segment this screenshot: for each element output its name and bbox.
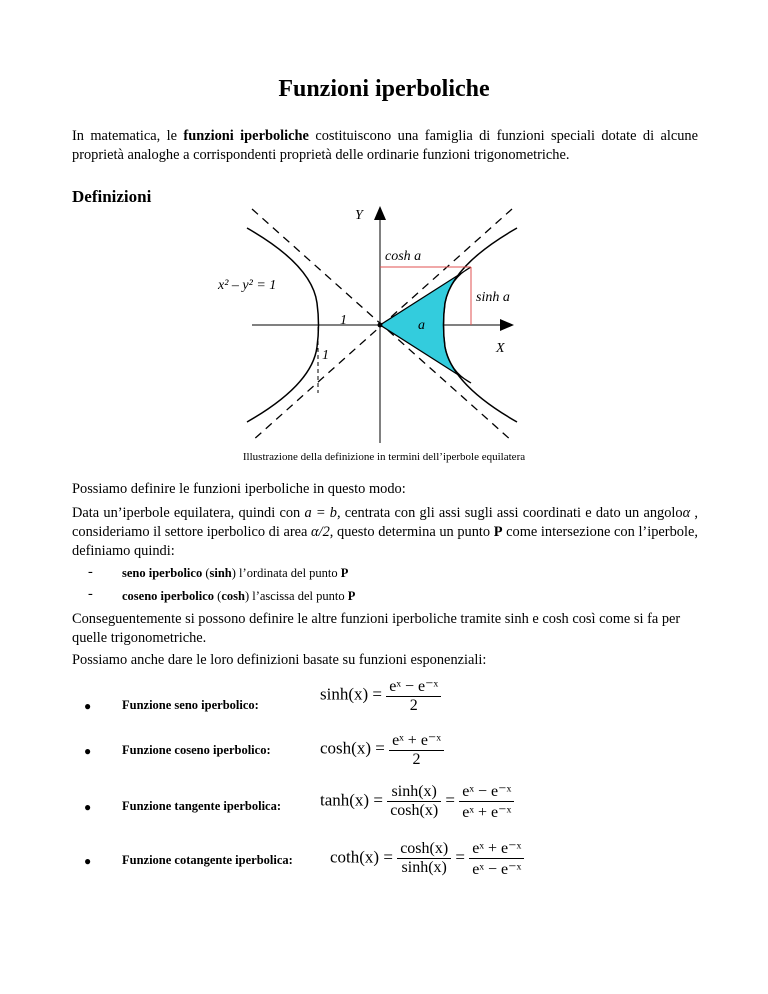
fraction <box>397 840 451 877</box>
equals-sign: = <box>455 847 466 867</box>
intro-text: In matematica, le <box>72 128 184 144</box>
bullet-dot: ● <box>84 744 92 758</box>
p2-text-2: , centrata con gli assi sugli assi coordinati e dato un angolo <box>336 505 683 521</box>
bullet-point: P <box>347 589 356 603</box>
fraction-denominator: sinh(x) <box>397 858 451 877</box>
fraction-numerator: sinh(x) <box>391 783 437 800</box>
intro-text-rest: costituiscono una famiglia di funzioni speciali dotate di alcune proprietà analoghe a corrispondenti proprietà delle ordinarie funzioni trigonometriche. <box>72 128 698 163</box>
equals-sign: = <box>445 790 456 810</box>
y-axis-label: Y <box>355 208 363 223</box>
bullet-term: coseno iperbolico <box>122 589 215 603</box>
fraction-numerator: eˣ + e⁻ˣ <box>392 732 441 749</box>
fraction <box>459 781 514 822</box>
y-axis-arrow <box>374 206 386 220</box>
paragraph-1: Possiamo definire le funzioni iperboliche in questo modo: <box>72 481 406 497</box>
fraction <box>387 783 441 820</box>
bullet-dot: ● <box>84 800 92 814</box>
hyperbola-figure <box>212 203 532 453</box>
fraction-numerator: eˣ − e⁻ˣ <box>389 678 439 695</box>
bullet-item <box>122 589 355 604</box>
formula-lhs: sinh(x) = <box>320 684 382 704</box>
formula-lhs: tanh(x) = <box>320 790 383 810</box>
cosh-label: cosh a <box>385 249 422 264</box>
p2-point-p: P <box>493 524 503 540</box>
paragraph-2 <box>72 504 698 561</box>
fraction-numerator: eˣ + e⁻ˣ <box>472 840 522 857</box>
fraction-denominator: 2 <box>386 696 441 715</box>
bullet-text: ) l’ascissa del punto <box>244 589 348 603</box>
bullet-text: ) l’ordinata del punto <box>231 566 341 580</box>
bullet-abbr: sinh <box>209 566 232 580</box>
formula-cosh <box>320 730 444 769</box>
function-label: Funzione tangente iperbolica: <box>122 799 282 813</box>
fraction-denominator: 2 <box>389 750 444 769</box>
fraction-numerator: cosh(x) <box>400 840 449 857</box>
formula-sinh <box>320 676 441 715</box>
p2-alpha-half: α/2 <box>311 524 330 540</box>
fraction <box>469 838 524 879</box>
bullet-point: P <box>340 566 349 580</box>
bullet-dash: - <box>88 564 93 580</box>
unit-label-x: 1 <box>340 313 347 328</box>
section-heading: Definizioni <box>72 187 152 206</box>
p2-text-4: , questo determina un punto <box>329 524 494 540</box>
bullet-text: ( <box>214 589 222 603</box>
function-label: Funzione coseno iperbolico: <box>122 743 271 757</box>
bullet-item <box>122 566 348 581</box>
page-title: Funzioni iperboliche <box>278 76 490 102</box>
p2-alpha: α <box>682 505 691 521</box>
intro-paragraph <box>72 127 698 165</box>
bullet-dot: ● <box>84 699 92 713</box>
p2-a-eq-b: a = b <box>304 505 337 521</box>
fraction-denominator: eˣ − e⁻ˣ <box>469 858 524 879</box>
fraction <box>389 730 444 769</box>
bullet-text: ( <box>202 566 210 580</box>
paragraph-3: Conseguentemente si possono definire le altre funzioni iperboliche tramite sinh e cosh così come si fa per quelle trigonometriche. <box>72 611 681 646</box>
x-axis-arrow <box>500 319 514 331</box>
formula-lhs: cosh(x) = <box>320 738 385 758</box>
p2-text-1: Data un’iperbole equilatera, quindi con <box>72 505 305 521</box>
bullet-abbr: cosh <box>221 589 245 603</box>
fraction-denominator: cosh(x) <box>387 801 441 820</box>
figure-caption: Illustrazione della definizione in termini dell’iperbole equilatera <box>242 451 526 463</box>
origin-point <box>378 323 383 328</box>
bullet-dot: ● <box>84 854 92 868</box>
function-label: Funzione seno iperbolico: <box>122 698 259 712</box>
p2-text-5: come intersezione con l’iperbole, definiamo quindi: <box>72 524 698 559</box>
sinh-label: sinh a <box>476 290 510 305</box>
formula-coth <box>330 838 524 879</box>
p2-text-3: , consideriamo il settore iperbolico di area <box>72 505 698 540</box>
area-label: a <box>418 318 425 333</box>
formula-lhs: coth(x) = <box>330 847 393 867</box>
bullet-dash: - <box>88 586 93 602</box>
equation-label: x² – y² = 1 <box>218 278 277 293</box>
paragraph-4: Possiamo anche dare le loro definizioni basate su funzioni esponenziali: <box>72 652 487 668</box>
function-label: Funzione cotangente iperbolica: <box>122 853 293 867</box>
x-axis-label: X <box>496 341 505 356</box>
bullet-term: seno iperbolico <box>122 566 203 580</box>
unit-label-y: 1 <box>322 348 329 363</box>
fraction-numerator: eˣ − e⁻ˣ <box>462 783 512 800</box>
fraction-denominator: eˣ + e⁻ˣ <box>459 801 514 822</box>
formula-tanh <box>320 781 514 822</box>
intro-bold-term: funzioni iperboliche <box>183 128 309 144</box>
fraction <box>386 676 441 715</box>
